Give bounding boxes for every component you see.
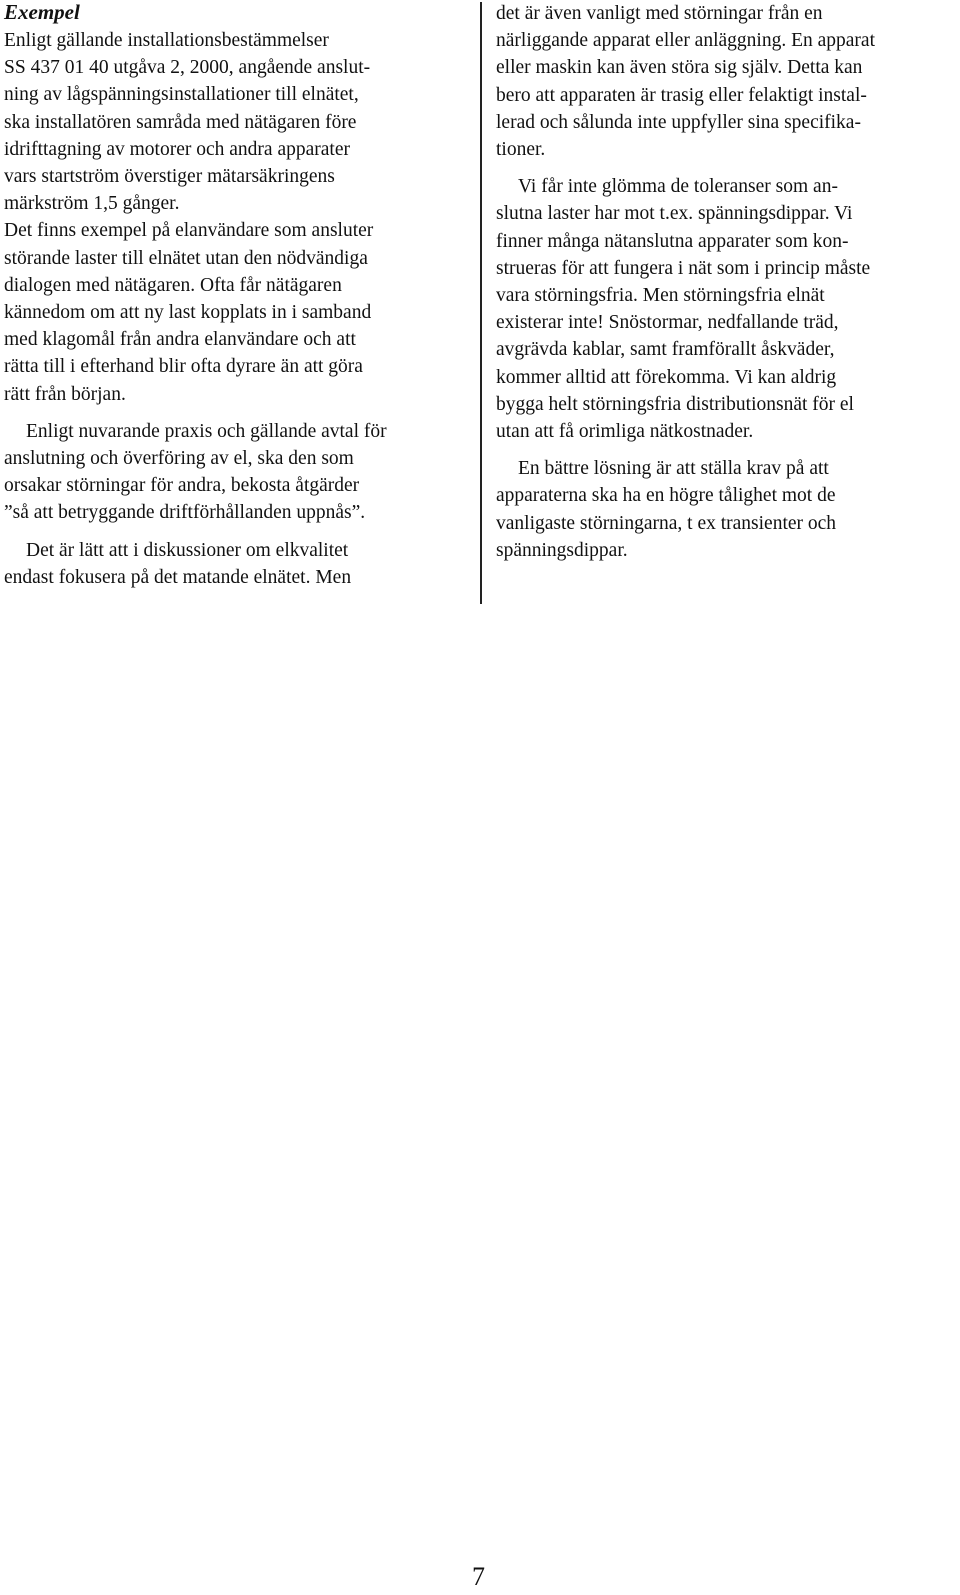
text-line: vars startström överstiger mätarsäkringens: [4, 166, 335, 188]
text-line: bero att apparaten är trasig eller felaktigt instal-: [496, 84, 867, 106]
text-line: orsakar störningar för andra, bekosta åtgärder: [4, 475, 360, 497]
text-line: bygga helt störningsfria distributionsnät för el: [496, 393, 854, 415]
text-line: kännedom om att ny last kopplats in i samband: [4, 302, 372, 324]
text-line: spänningsdippar.: [496, 539, 628, 561]
text-line: vara störningsfria. Men störningsfria elnät: [496, 285, 825, 307]
text-line: Enligt gällande installationsbestämmelser: [4, 30, 329, 51]
text-line: det är även vanligt med störningar från en: [496, 3, 823, 24]
text-line: kommer alltid att förekomma. Vi kan aldrig: [496, 366, 837, 388]
text-line: Det är lätt att i diskussioner om elkvalitet: [26, 539, 349, 561]
text-line: En bättre lösning är att ställa krav på att: [518, 458, 829, 480]
text-line: endast fokusera på det matande elnätet. Men: [4, 566, 352, 588]
text-line: avgrävda kablar, samt framförallt åskväder,: [496, 339, 835, 361]
text-line: anslutning och överföring av el, ska den som: [4, 448, 354, 470]
text-line: rätta till i efterhand blir ofta dyrare än att göra: [4, 356, 363, 378]
text-line: med klagomål från andra elanvändare och att: [4, 329, 356, 351]
text-line: strueras för att fungera i nät som i princip måste: [496, 257, 871, 279]
text-line: apparaterna ska ha en högre tålighet mot de: [496, 485, 836, 507]
column-divider: [480, 2, 482, 604]
text-line: slutna laster har mot t.ex. spänningsdippar. Vi: [496, 203, 853, 225]
text-line: Vi får inte glömma de toleranser som an-: [518, 176, 838, 198]
text-line: Enligt nuvarande praxis och gällande avtal för: [26, 420, 387, 442]
right-column: [496, 0, 958, 564]
text-line: rätt från början.: [4, 383, 126, 405]
text-line: Det finns exempel på elanvändare som ansluter: [4, 220, 374, 242]
text-line: ”så att betryggande driftförhållanden uppnås”.: [4, 502, 366, 524]
section-heading: Exempel: [4, 0, 80, 24]
text-line: existerar inte! Snöstormar, nedfallande träd,: [496, 312, 839, 334]
left-column: [4, 0, 468, 591]
text-line: lerad och sålunda inte uppfyller sina specifika-: [496, 111, 861, 133]
text-line: utan att få orimliga nätkostnader.: [496, 421, 754, 443]
text-line: SS 437 01 40 utgåva 2, 2000, angående anslut-: [4, 57, 371, 79]
text-line: störande laster till elnätet utan den nödvändiga: [4, 247, 368, 269]
text-line: närliggande apparat eller anläggning. En apparat: [496, 30, 875, 52]
text-line: idrifttagning av motorer och andra apparater: [4, 138, 350, 160]
text-line: märkström 1,5 gånger.: [4, 193, 180, 215]
text-line: tioner.: [496, 139, 546, 161]
text-line: ska installatören samråda med nätägaren före: [4, 111, 357, 133]
text-line: ning av lågspänningsinstallationer till elnätet,: [4, 84, 359, 106]
text-line: vanligaste störningarna, t ex transienter och: [496, 512, 837, 534]
text-line: eller maskin kan även störa sig själv. Detta kan: [496, 57, 863, 79]
text-line: finner många nätanslutna apparater som kon-: [496, 230, 849, 252]
text-line: dialogen med nätägaren. Ofta får nätägaren: [4, 274, 342, 296]
page-number: 7: [472, 1562, 485, 1591]
